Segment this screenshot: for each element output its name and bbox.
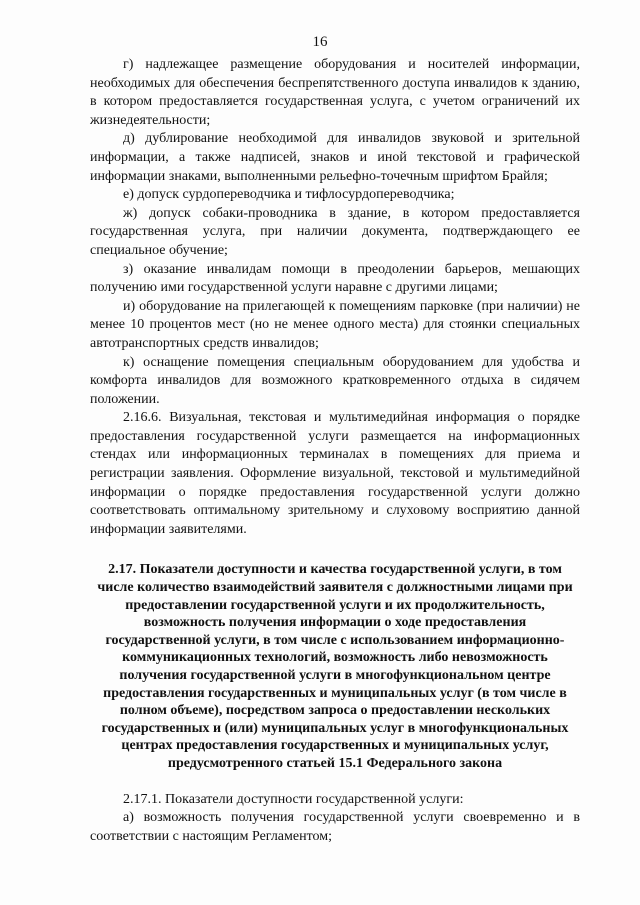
list-item-e: е) допуск сурдопереводчика и тифлосурдопереводчика; — [123, 187, 455, 203]
clause-2-16-6: 2.16.6. Визуальная, текстовая и мультимедийная информация о порядке предоставления государственной услуги размещается на информационных стендах или информационных терминалах в помещениях для приема и регистрации заявления. Оформление визуальной, текстовой и мультимедийной информации о порядке предоставления государственной услуги должно соответствовать оптимальному зрительному и слуховому восприятию данной информации заявителями. — [90, 410, 580, 537]
page-number: 16 — [312, 34, 328, 50]
list-item-z: з) оказание инвалидам помощи в преодолении барьеров, мешающих получению ими государственной услуги наравне с другими лицами; — [90, 261, 580, 296]
list-item-d: д) дублирование необходимой для инвалидов звуковой и зрительной информации, а также надписей, знаков и иной текстовой и графической информации знаками, выполненными рельефно-точечным шрифтом Брайля; — [90, 131, 580, 184]
list-item-a: а) возможность получения государственной услуги своевременно и в соответствии с настоящим Регламентом; — [90, 810, 580, 844]
clause-2-17-1: 2.17.1. Показатели доступности государственной услуги: — [123, 791, 464, 807]
document-body — [90, 56, 580, 846]
section-heading-2-17: 2.17. Показатели доступности и качества государственной услуги, в том числе количество взаимодействий заявителя с должностными лицами при предоставлении государственной услуги и их продолжительность, возможность получения информации о ходе предоставления государственной услуги, в том числе с использованием информационно-коммуникационных технологий, возможность либо невозможность получения государственной услуги в многофункциональном центре предоставления государственных и муниципальных услуг (в том числе в полном объеме), посредством запроса о предоставлении нескольких государственных и (или) муниципальных услуг в многофункциональных центрах предоставления государственных и муниципальных услуг, предусмотренного статьей 15.1 Федерального закона — [97, 562, 573, 771]
list-item-k: к) оснащение помещения специальным оборудованием для удобства и комфорта инвалидов для возможного кратковременного отдыха в сидячем положении. — [90, 354, 580, 407]
list-item-g: г) надлежащее размещение оборудования и носителей информации, необходимых для обеспечения беспрепятственного доступа инвалидов к зданию, в котором предоставляется государственная услуга, с учетом ограничений их жизнедеятельности; — [90, 57, 580, 128]
list-item-i: и) оборудование на прилегающей к помещениям парковке (при наличии) не менее 10 процентов мест (но не менее одного места) для стоянки специальных автотранспортных средств инвалидов; — [90, 298, 580, 351]
list-item-zh: ж) допуск собаки-проводника в здание, в котором предоставляется государственная услуга, при наличии документа, подтверждающего ее специальное обучение; — [90, 205, 580, 258]
